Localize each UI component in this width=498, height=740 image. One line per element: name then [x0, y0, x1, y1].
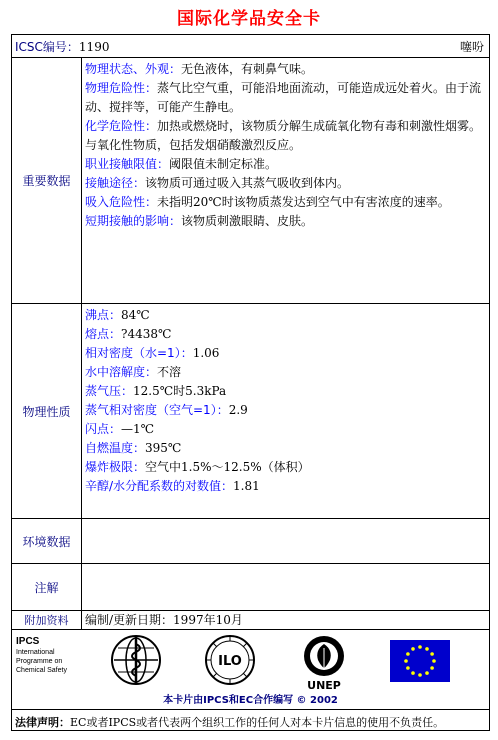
eu-star-icon	[404, 659, 408, 663]
legal-notice: 法律声明：EC或者IPCS或者代表两个组织工作的任何人对本卡片信息的使用不负责任。	[15, 716, 445, 729]
important-value: 该物质刺激眼睛、皮肤。	[181, 214, 314, 228]
environment-content	[82, 519, 489, 563]
important-item	[85, 174, 486, 193]
important-item	[85, 212, 486, 231]
important-item	[85, 193, 486, 212]
physical-key: 相对密度（水=1）：	[85, 346, 193, 360]
physical-value: 2.9	[228, 403, 248, 417]
physical-value: 不溶	[157, 365, 182, 379]
icsc-header-row	[12, 35, 489, 58]
environment-label: 环境数据	[12, 519, 82, 563]
eu-flag-icon	[390, 640, 450, 682]
physical-key: 辛醇/水分配系数的对数值：	[85, 479, 234, 493]
important-item	[85, 117, 486, 155]
eu-star-icon	[418, 645, 422, 649]
eu-star-icon	[411, 671, 415, 675]
physical-value: 12.5℃时5.3kPa	[133, 384, 227, 398]
important-value: 阈限值未制定标准。	[169, 157, 278, 171]
legal-row	[12, 710, 489, 731]
notes-row	[12, 564, 489, 611]
important-item	[85, 155, 486, 174]
eu-star-icon	[432, 659, 436, 663]
physical-value: ?4438℃	[121, 327, 172, 341]
chemical-name: 噻吩	[459, 40, 484, 54]
physical-item	[85, 325, 486, 344]
physical-item	[85, 458, 486, 477]
physical-value: 1.06	[192, 346, 220, 360]
svg-text:UNEP: UNEP	[307, 679, 341, 692]
physical-key: 水中溶解度：	[85, 365, 158, 379]
physical-item	[85, 439, 486, 458]
physical-key: 自燃温度：	[85, 441, 146, 455]
important-value: 该物质可通过吸入其蒸气吸收到体内。	[145, 176, 350, 190]
physical-key: 沸点：	[85, 308, 122, 322]
eu-star-icon	[418, 673, 422, 677]
important-item	[85, 60, 486, 79]
physical-value: 395℃	[145, 441, 182, 455]
important-key: 接触途径：	[85, 176, 146, 190]
physical-key: 爆炸极限：	[85, 460, 146, 474]
important-key: 物理危险性：	[85, 81, 158, 95]
important-item	[85, 79, 486, 117]
important-key: 物理状态、外观：	[85, 62, 182, 76]
logos-row	[12, 630, 489, 710]
svg-text:ILO: ILO	[218, 654, 242, 669]
ilo-logo-icon	[204, 634, 256, 686]
physical-item	[85, 344, 486, 363]
safety-card	[11, 34, 490, 731]
physical-key: 熔点：	[85, 327, 122, 341]
physical-properties-row	[12, 304, 489, 519]
physical-item	[85, 306, 486, 325]
eu-star-icon	[430, 652, 434, 656]
important-value: 蒸气比空气重，可能沿地面流动，可能造成远处着火。由于流动、搅拌等，可能产生静电。	[85, 81, 482, 114]
important-key: 化学危险性：	[85, 119, 158, 133]
credit-line: 本卡片由IPCS和EC合作编写 © 2002	[163, 695, 338, 706]
physical-item	[85, 401, 486, 420]
logo-strip	[12, 630, 489, 710]
eu-star-icon	[430, 666, 434, 670]
physical-key: 蒸气压：	[85, 384, 134, 398]
eu-star-icon	[411, 647, 415, 651]
physical-properties-content	[82, 304, 489, 518]
physical-value: 1.81	[233, 479, 260, 493]
important-data-row	[12, 58, 489, 304]
physical-key: 蒸气相对密度（空气=1）：	[85, 403, 229, 417]
physical-value: 空气中1.5%～12.5%（体积）	[145, 460, 310, 474]
physical-value: 84℃	[121, 308, 150, 322]
eu-star-icon	[425, 647, 429, 651]
card-title: 国际化学品安全卡	[177, 9, 321, 29]
important-key: 职业接触限值：	[85, 157, 170, 171]
physical-properties-label: 物理性质	[12, 304, 82, 518]
physical-item	[85, 420, 486, 439]
extra-info-content	[82, 611, 489, 629]
physical-item	[85, 477, 486, 496]
notes-content	[82, 564, 489, 610]
important-key: 短期接触的影响：	[85, 214, 182, 228]
important-data-content	[82, 58, 489, 303]
physical-value: —1℃	[121, 422, 155, 436]
important-value: 无色液体，有刺鼻气味。	[181, 62, 314, 76]
important-value: 未指明20℃时该物质蒸发达到空气中有害浓度的速率。	[157, 195, 450, 209]
physical-item	[85, 382, 486, 401]
icsc-number: ICSC编号：1190	[15, 40, 110, 54]
eu-star-icon	[406, 666, 410, 670]
eu-star-icon	[406, 652, 410, 656]
important-key: 吸入危险性：	[85, 195, 158, 209]
who-logo-icon	[110, 634, 162, 686]
eu-star-icon	[425, 671, 429, 675]
important-value: 加热或燃烧时，该物质分解生成硫氧化物有毒和刺激性烟雾。 与氧化性物质，包括发烟硝酸激烈反应。	[85, 119, 482, 152]
environment-row	[12, 519, 489, 564]
extra-info-row	[12, 611, 489, 630]
notes-label: 注解	[12, 564, 82, 610]
physical-key: 闪点：	[85, 422, 122, 436]
important-data-label: 重要数据	[12, 58, 82, 303]
ipcs-text: IPCS International Programme on Chemical Safety	[16, 636, 67, 674]
physical-item	[85, 363, 486, 382]
extra-info-label: 附加资料	[12, 611, 82, 629]
unep-logo-icon	[297, 634, 351, 692]
update-date: 编制/更新日期：1997年10月	[85, 613, 243, 627]
